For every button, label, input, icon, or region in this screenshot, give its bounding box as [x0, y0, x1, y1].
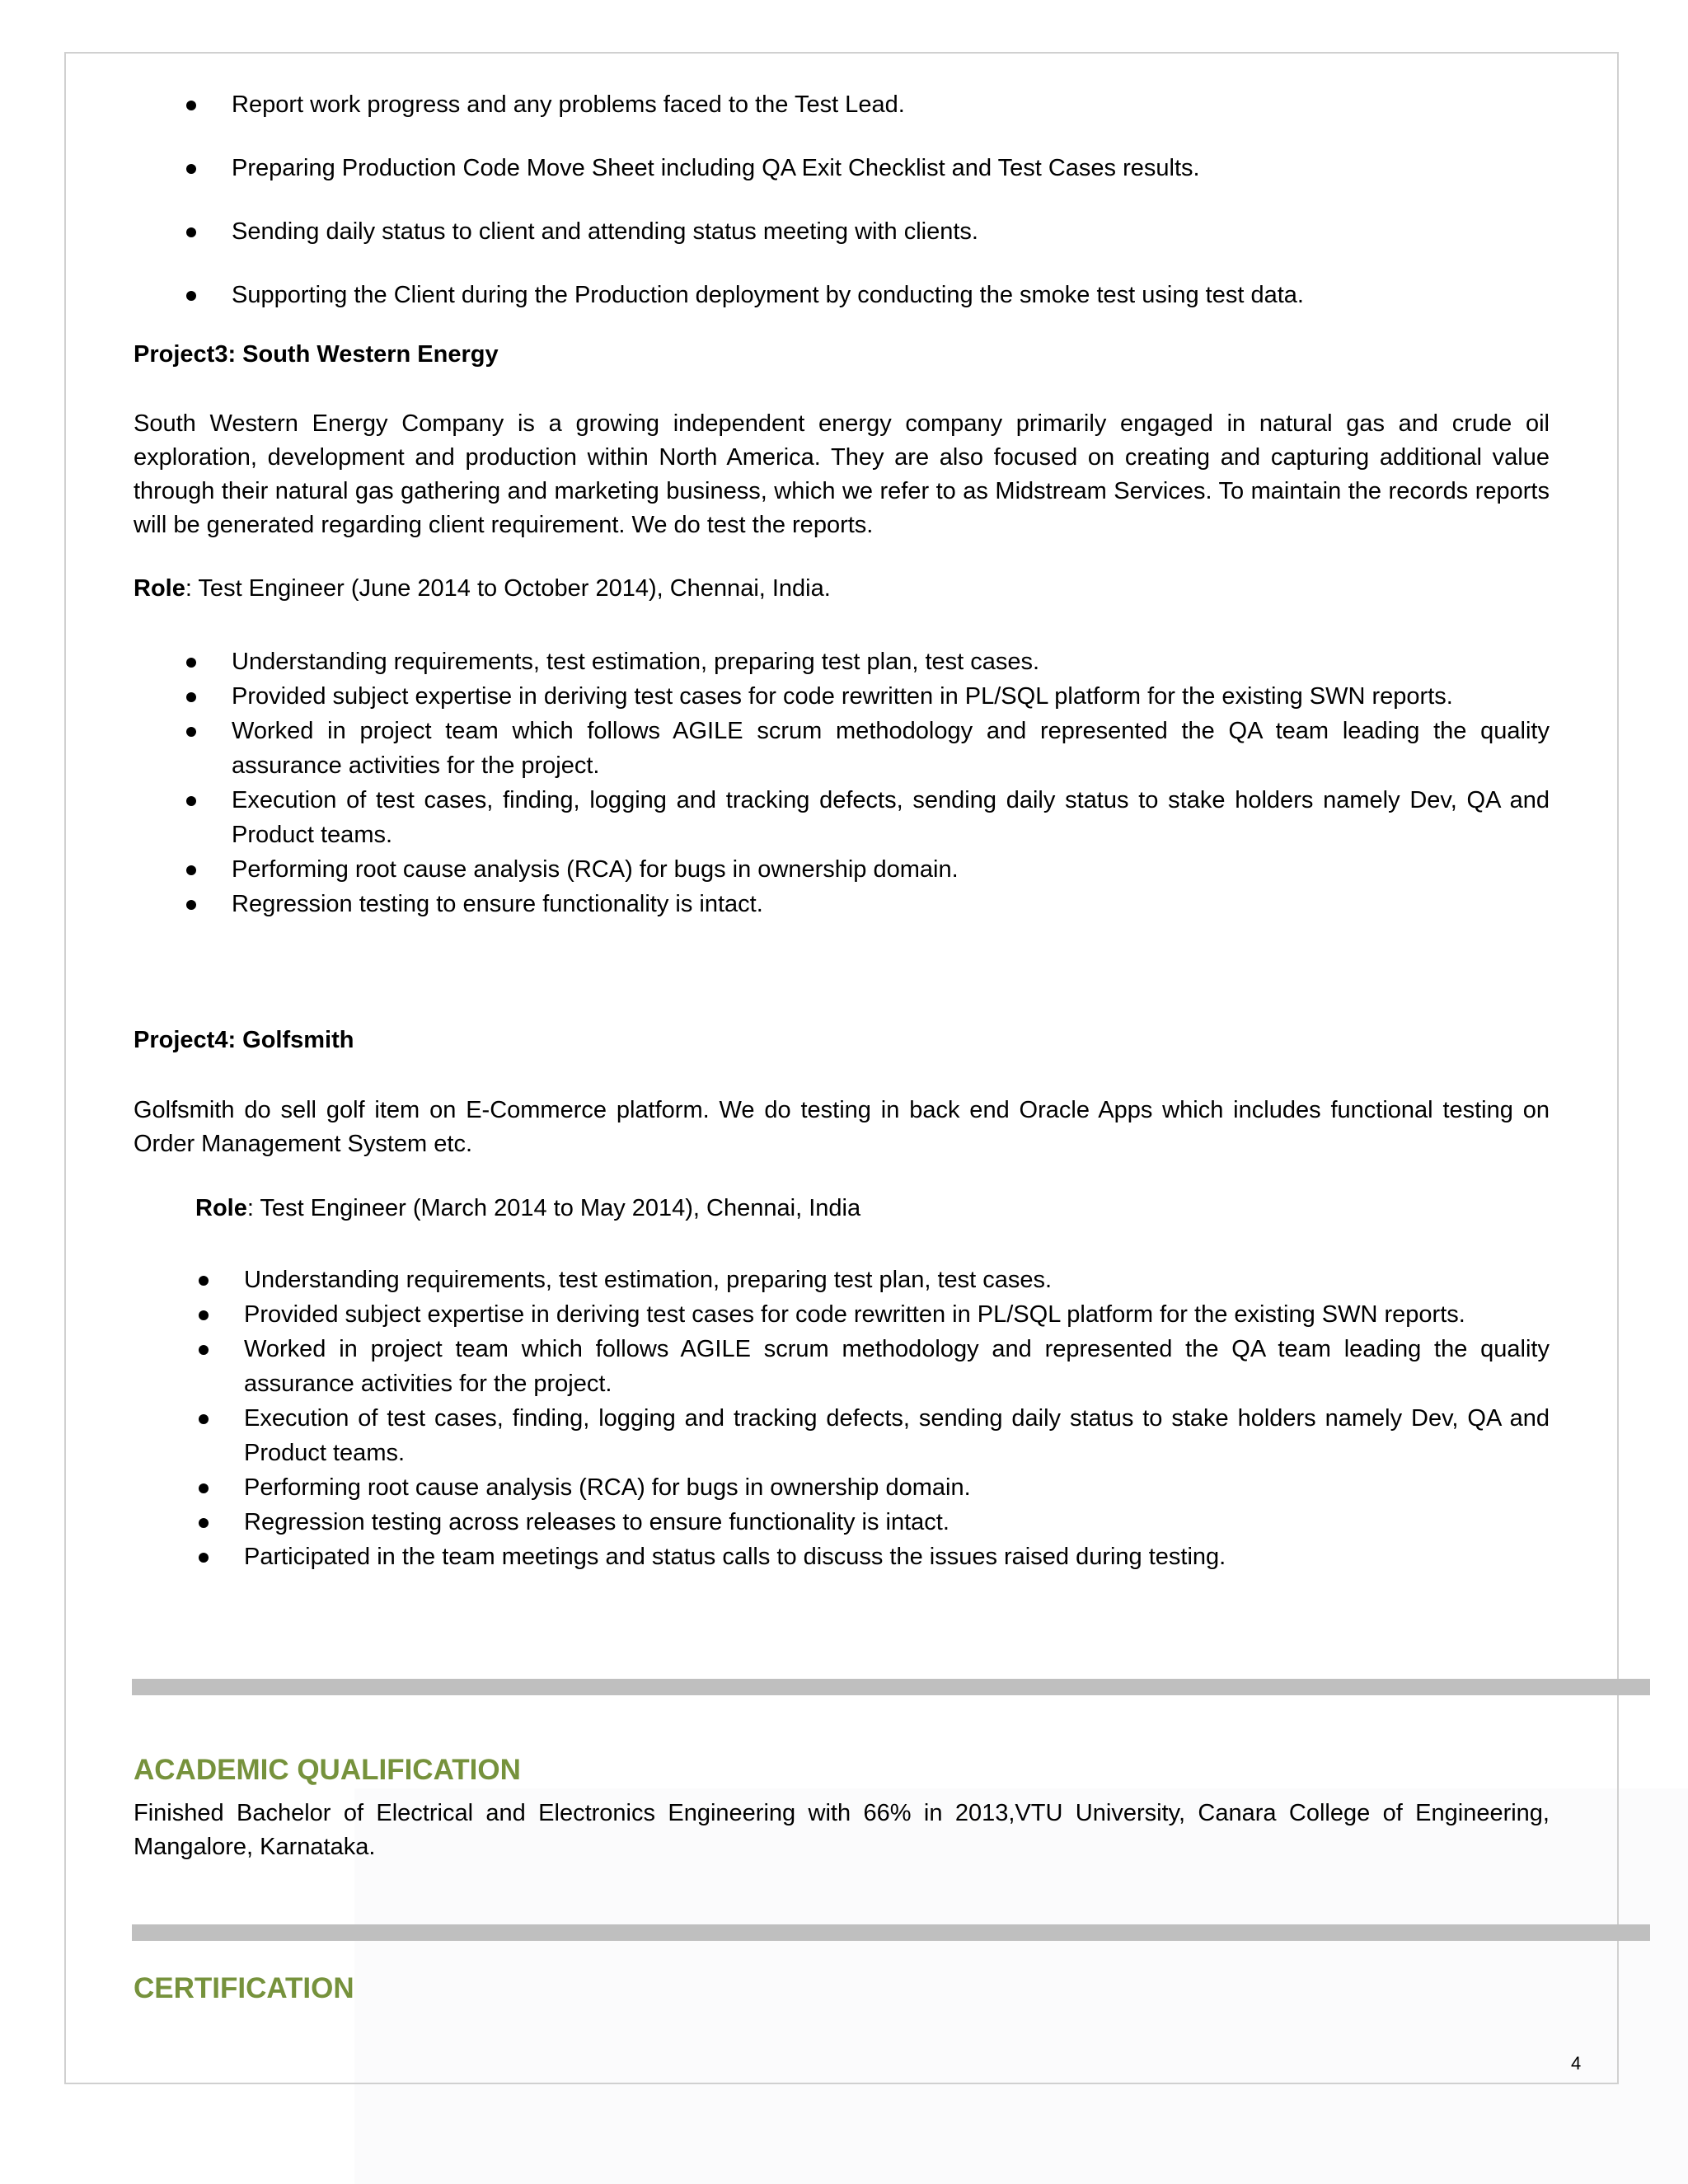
bullet-icon — [186, 227, 196, 237]
bullet-icon — [186, 796, 196, 806]
bullet-icon — [186, 291, 196, 301]
list-item — [146, 1263, 1550, 1297]
list-item — [134, 679, 1550, 714]
bullet-icon — [199, 1310, 209, 1320]
bullet-icon — [199, 1518, 209, 1528]
list-item — [134, 887, 1550, 921]
academic-text: Finished Bachelor of Electrical and Electronics Engineering with 66% in 2013,VTU University, Canara College of Engineering, Mangalore, Karnataka. — [134, 1800, 1550, 1860]
role-text: : Test Engineer (June 2014 to October 2014), Chennai, India. — [185, 575, 831, 602]
list-item-text: Regression testing to ensure functionality is intact. — [232, 891, 763, 917]
list-item-text: Provided subject expertise in deriving test cases for code rewritten in PL/SQL platform for the existing SWN reports. — [232, 683, 1453, 710]
academic-title: ACADEMIC QUALIFICATION — [134, 1754, 521, 1786]
list-item — [134, 644, 1550, 679]
bullet-icon — [199, 1276, 209, 1286]
bullet-icon — [199, 1345, 209, 1355]
list-item-text: Execution of test cases, finding, logging and tracking defects, sending daily status to stake holders namely Dev, QA and Product teams. — [232, 787, 1550, 848]
project4-title: Project4: Golfsmith — [134, 1027, 354, 1053]
list-item-text: Execution of test cases, finding, logging and tracking defects, sending daily status to stake holders namely Dev, QA and Product teams. — [244, 1405, 1550, 1466]
list-item-text: Worked in project team which follows AGILE scrum methodology and represented the QA team leading the quality assurance activities for the project. — [232, 718, 1550, 779]
list-item — [134, 714, 1550, 783]
list-item — [134, 214, 1550, 249]
list-item — [146, 1401, 1550, 1470]
list-item — [146, 1332, 1550, 1401]
role-label: Role — [195, 1195, 247, 1221]
list-item-text: Worked in project team which follows AGILE scrum methodology and represented the QA team leading the quality assurance activities for the project. — [244, 1336, 1550, 1397]
list-item — [146, 1470, 1550, 1505]
list-item-text: Supporting the Client during the Production deployment by conducting the smoke test using test data. — [232, 282, 1304, 308]
bullet-icon — [186, 900, 196, 910]
bullet-icon — [199, 1414, 209, 1424]
section-divider — [132, 1679, 1650, 1695]
project3-role — [134, 575, 831, 602]
list-item — [134, 87, 1550, 122]
bullet-icon — [186, 164, 196, 174]
project3-description: South Western Energy Company is a growing independent energy company primarily engaged in natural gas and crude oil exploration, development and production within North America. They are also focused on creating and capturing additional value through their natural gas gathering and marketing business, which we refer to as Midstream Services. To maintain the records reports will be generated regarding client requirement. We do test the reports. — [134, 410, 1550, 538]
bullet-icon — [186, 692, 196, 702]
section-divider — [132, 1924, 1650, 1941]
list-item-text: Understanding requirements, test estimation, preparing test plan, test cases. — [232, 649, 1040, 675]
certification-title: CERTIFICATION — [134, 1972, 354, 2004]
project4-description: Golfsmith do sell golf item on E-Commerce platform. We do testing in back end Oracle Apps which includes functional testing on Order Management System etc. — [134, 1097, 1550, 1157]
list-item — [146, 1297, 1550, 1332]
project3-title: Project3: South Western Energy — [134, 341, 499, 368]
project4-bullet-list — [146, 1263, 1550, 1574]
bullet-icon — [186, 658, 196, 668]
list-item-text: Performing root cause analysis (RCA) for bugs in ownership domain. — [232, 856, 959, 883]
list-item-text: Performing root cause analysis (RCA) for bugs in ownership domain. — [244, 1474, 971, 1501]
top-bullet-list — [134, 87, 1550, 341]
bullet-icon — [186, 865, 196, 875]
role-label: Role — [134, 575, 185, 602]
list-item — [134, 278, 1550, 312]
list-item-text: Regression testing across releases to ensure functionality is intact. — [244, 1509, 950, 1535]
role-text: : Test Engineer (March 2014 to May 2014), Chennai, India — [246, 1195, 861, 1221]
page-number: 4 — [1571, 2053, 1582, 2074]
list-item-text: Report work progress and any problems faced to the Test Lead. — [232, 91, 905, 118]
list-item — [146, 1505, 1550, 1540]
list-item-text: Participated in the team meetings and status calls to discuss the issues raised during testing. — [244, 1544, 1226, 1570]
list-item-text: Preparing Production Code Move Sheet including QA Exit Checklist and Test Cases results. — [232, 155, 1200, 181]
list-item — [134, 151, 1550, 185]
list-item — [134, 783, 1550, 852]
project3-bullet-list — [134, 644, 1550, 921]
bullet-icon — [199, 1553, 209, 1563]
list-item — [146, 1540, 1550, 1574]
project4-role — [195, 1195, 860, 1222]
bullet-icon — [199, 1483, 209, 1493]
bullet-icon — [186, 727, 196, 737]
list-item-text: Provided subject expertise in deriving test cases for code rewritten in PL/SQL platform for the existing SWN reports. — [244, 1301, 1465, 1328]
list-item — [134, 852, 1550, 887]
bullet-icon — [186, 101, 196, 110]
list-item-text: Sending daily status to client and attending status meeting with clients. — [232, 218, 978, 245]
list-item-text: Understanding requirements, test estimation, preparing test plan, test cases. — [244, 1267, 1053, 1293]
